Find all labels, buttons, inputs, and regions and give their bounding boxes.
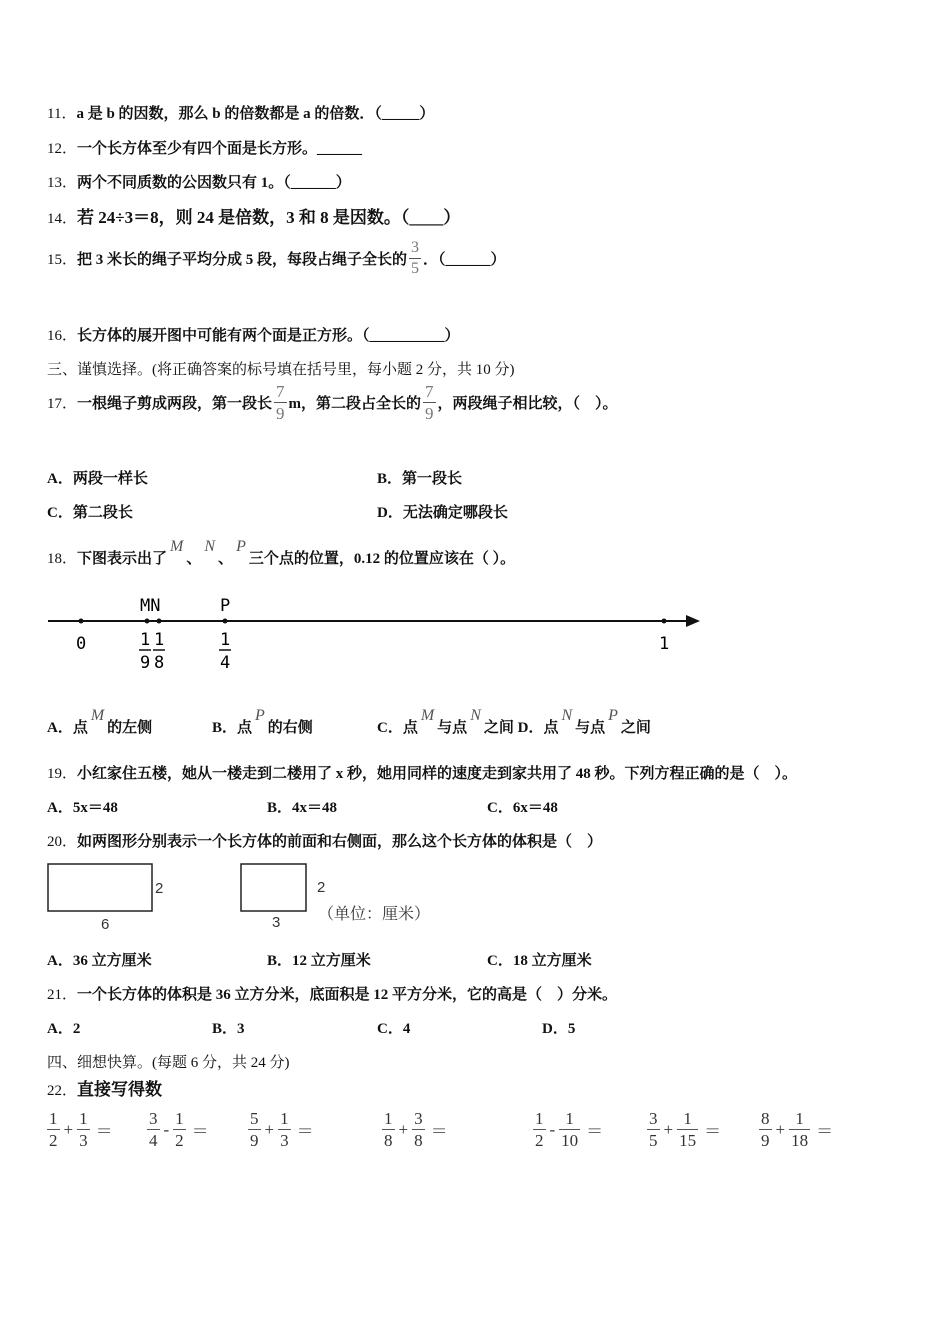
label-p-denominator: 4 — [220, 653, 231, 673]
question-number: 15． — [47, 252, 78, 268]
numerator: 1 — [175, 1109, 184, 1128]
question-22 — [47, 1075, 162, 1100]
question-text: 如两图形分别表示一个长方体的前面和右侧面，那么这个长方体的体积是（ ） — [77, 834, 603, 850]
fraction — [248, 1110, 261, 1149]
question-15 — [47, 240, 506, 277]
denominator: 9 — [250, 1131, 259, 1150]
label-zero: 0 — [76, 634, 87, 654]
operator: + — [398, 1119, 409, 1139]
option-text: 与点 — [575, 720, 606, 736]
numerator: 1 — [535, 1109, 544, 1128]
question-number: 19． — [47, 766, 78, 782]
question-text: a 是 b 的因数，那么 b 的倍数都是 a 的倍数．（_____） — [76, 106, 435, 122]
question-19 — [47, 762, 797, 783]
numerator: 1 — [49, 1109, 58, 1128]
option-text: B．点 — [212, 720, 253, 736]
option-text: 之间 — [620, 720, 651, 736]
operator: + — [264, 1119, 275, 1139]
numerator: 3 — [411, 239, 420, 256]
arrow-head-icon — [686, 615, 700, 627]
denominator: 2 — [49, 1131, 58, 1150]
question-14 — [47, 203, 460, 228]
fraction — [47, 1110, 60, 1149]
fraction — [382, 1110, 395, 1149]
calc-item — [531, 1110, 603, 1149]
front-height-label: 2 — [155, 880, 164, 897]
equals: ＝ — [816, 1122, 834, 1141]
question-number: 14． — [47, 211, 78, 227]
point-p-label: P — [236, 538, 246, 555]
denominator: 4 — [149, 1131, 158, 1150]
fraction — [412, 1110, 425, 1149]
denominator: 5 — [649, 1131, 658, 1150]
separator: 、 — [186, 551, 202, 567]
q18-option-c-d[interactable] — [377, 707, 651, 737]
section-heading-3: 三、谨慎选择。(将正确答案的标号填在括号里，每小题 2 分，共 10 分) — [47, 362, 515, 378]
q21-option-a[interactable]: A．2 — [47, 1021, 81, 1037]
question-text: 下图表示出了 — [77, 551, 168, 567]
numerator: 3 — [149, 1109, 158, 1128]
question-number: 20． — [47, 834, 78, 850]
numerator: 1 — [565, 1109, 574, 1128]
question-text: 三个点的位置，0.12 的位置应该在（ ）。 — [248, 551, 516, 567]
denominator: 2 — [175, 1131, 184, 1150]
denominator: 3 — [79, 1131, 88, 1150]
equals: ＝ — [296, 1122, 314, 1141]
question-text: 一个长方体至少有四个面是长方形。______ — [77, 141, 363, 157]
point-n-label: N — [470, 707, 481, 724]
question-text: 一根绳子剪成两段，第一段长 — [77, 396, 273, 412]
unit-label: （单位：厘米） — [318, 906, 431, 923]
denominator: 5 — [411, 260, 420, 277]
question-text: 若 24÷3＝8，则 24 是倍数，3 和 8 是因数。（____） — [77, 208, 461, 227]
question-text: ，两段绳子相比较，（ ）。 — [437, 396, 618, 412]
question-13 — [47, 171, 351, 192]
q17-option-d[interactable]: D．无法确定哪段长 — [377, 505, 508, 521]
fraction — [789, 1110, 810, 1149]
question-number: 16． — [47, 328, 78, 344]
q20-option-a[interactable]: A．36 立方厘米 — [47, 953, 152, 969]
calc-item — [45, 1110, 113, 1149]
fraction — [409, 240, 421, 277]
question-text: 一个长方体的体积是 36 立方分米，底面积是 12 平方分米，它的高是（ ）分米。 — [77, 987, 618, 1003]
operator: + — [775, 1119, 786, 1139]
denominator: 18 — [791, 1131, 809, 1150]
tick-one — [662, 619, 667, 624]
denominator: 15 — [679, 1131, 697, 1150]
question-number: 13． — [47, 175, 78, 191]
calc-item — [757, 1110, 833, 1149]
denominator: 2 — [535, 1131, 544, 1150]
label-m-numerator: 1 — [140, 630, 151, 650]
q18-option-a[interactable] — [47, 707, 153, 737]
point-m-label: M — [420, 707, 435, 724]
front-face-rect — [48, 864, 152, 911]
numerator: 8 — [761, 1109, 770, 1128]
option-text: 之间 D．点 — [483, 720, 559, 736]
q19-option-c[interactable]: C．6x＝48 — [487, 800, 558, 816]
numerator: 3 — [414, 1109, 423, 1128]
question-20 — [47, 830, 602, 851]
fraction — [533, 1110, 546, 1149]
q17-option-c[interactable]: C．第二段长 — [47, 505, 133, 521]
numerator: 1 — [683, 1109, 692, 1128]
question-text: 两个不同质数的公因数只有 1。（______） — [77, 175, 351, 191]
fraction — [759, 1110, 772, 1149]
q19-option-b[interactable]: B．4x＝48 — [267, 800, 338, 816]
denominator: 8 — [384, 1131, 393, 1150]
q21-option-b[interactable]: B．3 — [212, 1021, 245, 1037]
point-n-label: N — [204, 538, 216, 555]
label-p-numerator: 1 — [220, 630, 231, 650]
tick-zero — [79, 619, 84, 624]
label-p: P — [220, 596, 231, 616]
question-18 — [47, 538, 516, 568]
question-number: 11． — [47, 106, 77, 122]
question-number: 12． — [47, 141, 78, 157]
question-11 — [47, 102, 434, 123]
label-mn: MN — [140, 596, 161, 616]
fraction — [647, 1110, 660, 1149]
operator: - — [163, 1119, 170, 1139]
point-m-label: M — [90, 707, 105, 724]
equals: ＝ — [95, 1122, 113, 1141]
front-width-label: 6 — [101, 916, 110, 933]
equals: ＝ — [191, 1122, 209, 1141]
question-text: 把 3 米长的绳子平均分成 5 段，每段占绳子全长的 — [77, 252, 408, 268]
label-n-numerator: 1 — [154, 630, 165, 650]
label-n-denominator: 8 — [154, 653, 165, 673]
fraction — [147, 1110, 160, 1149]
number-line — [40, 590, 710, 680]
question-text: m，第二段占全长的 — [288, 396, 422, 412]
q19-option-a[interactable]: A．5x＝48 — [47, 800, 118, 816]
tick-p — [223, 619, 228, 624]
question-text: 直接写得数 — [77, 1080, 163, 1099]
equals: ＝ — [430, 1122, 448, 1141]
q21-option-d[interactable]: D．5 — [542, 1021, 576, 1037]
side-height-label: 2 — [317, 879, 326, 896]
fraction — [274, 383, 287, 422]
question-16 — [47, 324, 460, 345]
label-one: 1 — [659, 634, 670, 654]
fraction — [677, 1110, 698, 1149]
question-text: 长方体的展开图中可能有两个面是正方形。（__________） — [77, 328, 460, 344]
numerator: 3 — [649, 1109, 658, 1128]
denominator: 8 — [414, 1131, 423, 1150]
section-heading-4: 四、细想快算。(每题 6 分，共 24 分) — [47, 1055, 290, 1071]
calc-item — [246, 1110, 314, 1149]
tick-n — [157, 619, 162, 624]
calc-item — [145, 1110, 209, 1149]
point-m-label: M — [170, 538, 184, 555]
denominator: 9 — [425, 404, 434, 423]
numerator: 7 — [425, 382, 434, 401]
q21-option-c[interactable]: C．4 — [377, 1021, 411, 1037]
operator: + — [63, 1119, 74, 1139]
numerator: 7 — [276, 382, 285, 401]
fraction — [423, 383, 436, 422]
option-text: 与点 — [437, 720, 468, 736]
tick-m — [145, 619, 150, 624]
denominator: 9 — [276, 404, 285, 423]
q20-option-c[interactable]: C．18 立方厘米 — [487, 953, 592, 969]
calc-item — [380, 1110, 448, 1149]
question-number: 22． — [47, 1083, 78, 1099]
numerator: 1 — [795, 1109, 804, 1128]
question-number: 17． — [47, 396, 78, 412]
numerator: 1 — [280, 1109, 289, 1128]
numerator: 1 — [79, 1109, 88, 1128]
operator: - — [549, 1119, 556, 1139]
denominator: 10 — [561, 1131, 579, 1150]
point-n-label: N — [561, 707, 573, 724]
label-m-denominator: 9 — [140, 653, 151, 673]
fraction — [77, 1110, 90, 1149]
point-p-label: P — [608, 707, 618, 724]
rectangles-figure — [40, 858, 460, 938]
question-12 — [47, 137, 362, 158]
question-21 — [47, 983, 617, 1004]
option-text: A．点 — [47, 720, 88, 736]
numerator: 1 — [384, 1109, 393, 1128]
q17-option-b[interactable]: B．第一段长 — [377, 471, 463, 487]
option-text: C．点 — [377, 720, 418, 736]
option-text: 的左侧 — [107, 720, 153, 736]
q17-option-a[interactable]: A．两段一样长 — [47, 471, 148, 487]
side-width-label: 3 — [272, 914, 281, 931]
question-text-tail: ．（______） — [423, 252, 506, 268]
equals: ＝ — [586, 1122, 604, 1141]
question-text: 小红家住五楼，她从一楼走到二楼用了 x 秒，她用同样的速度走到家共用了 48 秒。下列方程正确的是（ ）。 — [77, 766, 798, 782]
fraction — [559, 1110, 580, 1149]
side-face-rect — [241, 864, 306, 911]
option-text: 的右侧 — [267, 720, 313, 736]
equals: ＝ — [704, 1122, 722, 1141]
fraction — [278, 1110, 291, 1149]
denominator: 3 — [280, 1131, 289, 1150]
question-number: 18． — [47, 551, 78, 567]
operator: + — [663, 1119, 674, 1139]
q20-option-b[interactable]: B．12 立方厘米 — [267, 953, 371, 969]
point-p-label: P — [255, 707, 265, 724]
fraction — [173, 1110, 186, 1149]
numerator: 5 — [250, 1109, 259, 1128]
q18-option-b[interactable] — [212, 707, 313, 737]
calc-item — [645, 1110, 721, 1149]
separator: 、 — [218, 551, 234, 567]
question-number: 21． — [47, 987, 78, 1003]
question-17 — [47, 383, 618, 422]
denominator: 9 — [761, 1131, 770, 1150]
